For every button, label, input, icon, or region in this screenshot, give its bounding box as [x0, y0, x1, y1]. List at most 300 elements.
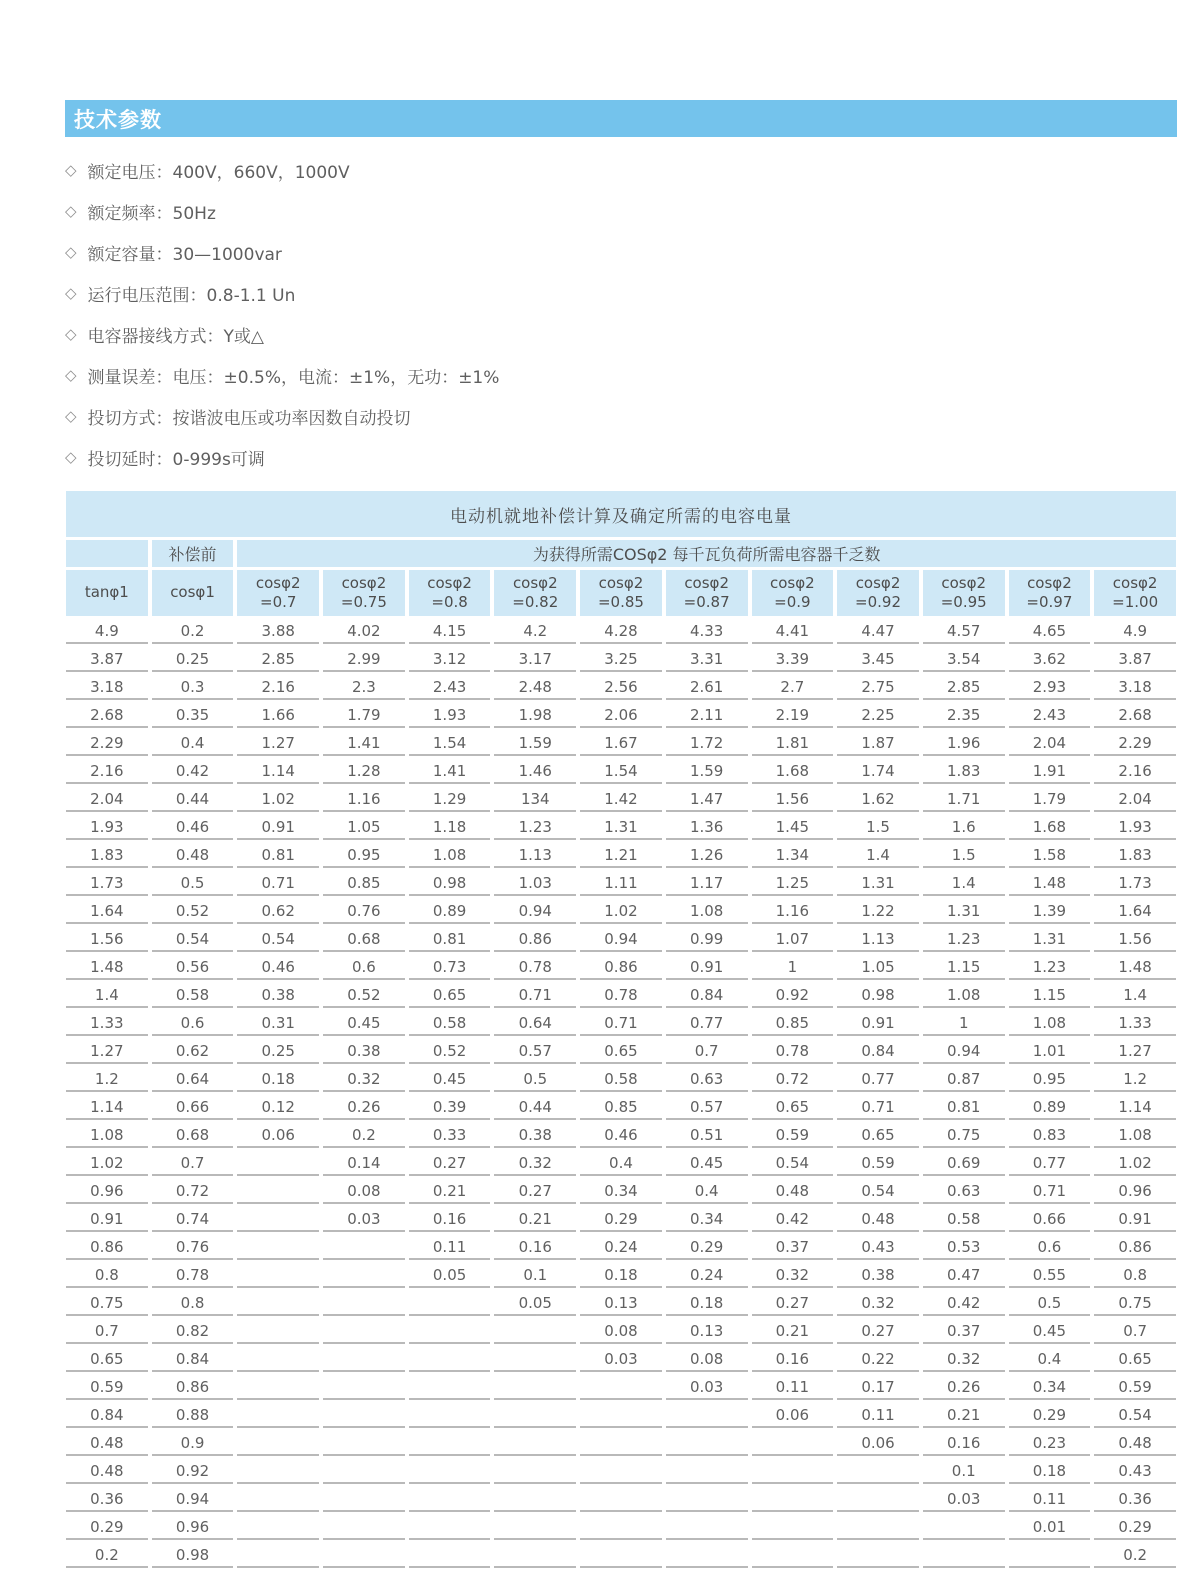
table-cell: 0.85 — [580, 1095, 662, 1120]
table-cell: 1.93 — [66, 815, 148, 840]
table-cell: 0.77 — [837, 1067, 919, 1092]
table-cell: 1.83 — [923, 759, 1005, 784]
table-row — [66, 815, 1176, 840]
table-cell: 2.43 — [1009, 703, 1091, 728]
table-cell: 1.2 — [1094, 1067, 1176, 1092]
diamond-icon: ◇ — [65, 202, 77, 220]
table-cell: 0.1 — [923, 1459, 1005, 1484]
table-cell: 4.15 — [409, 619, 491, 644]
table-cell: 1.87 — [837, 731, 919, 756]
table-row — [66, 1067, 1176, 1092]
table-cell: 1.02 — [237, 787, 319, 812]
table-cell: 1.31 — [837, 871, 919, 896]
table-cell: 1.05 — [323, 815, 405, 840]
table-cell: 0.43 — [1094, 1459, 1176, 1484]
table-cell — [237, 1179, 319, 1204]
table-cell: 2.06 — [580, 703, 662, 728]
table-row — [66, 955, 1176, 980]
table-cell: 0.73 — [409, 955, 491, 980]
table-cell: 2.43 — [409, 675, 491, 700]
table-cell: 1.02 — [1094, 1151, 1176, 1176]
table-cell — [837, 1543, 919, 1568]
table-cell: 0.27 — [837, 1319, 919, 1344]
table-cell: 1.33 — [1094, 1011, 1176, 1036]
table-cell: 0.55 — [1009, 1263, 1091, 1288]
table-cell: 0.71 — [580, 1011, 662, 1036]
table-row — [66, 787, 1176, 812]
column-header: cosφ2 =0.95 — [923, 570, 1005, 616]
table-cell: 1.5 — [837, 815, 919, 840]
table-row — [66, 759, 1176, 784]
table-cell — [237, 1347, 319, 1372]
table-cell: 0.38 — [837, 1263, 919, 1288]
table-cell: 0.54 — [752, 1151, 834, 1176]
table-cell: 0.57 — [494, 1039, 576, 1064]
table-row — [66, 983, 1176, 1008]
table-cell: 0.94 — [152, 1487, 234, 1512]
group-span-label: 为获得所需COSφ2 每千瓦负荷所需电容器千乏数 — [237, 540, 1176, 567]
table-cell: 0.51 — [666, 1123, 748, 1148]
table-cell — [323, 1263, 405, 1288]
table-title: 电动机就地补偿计算及确定所需的电容电量 — [66, 491, 1176, 537]
spec-item — [65, 355, 1065, 396]
table-cell: 0.96 — [152, 1515, 234, 1540]
table-cell: 0.22 — [837, 1347, 919, 1372]
table-cell: 0.03 — [323, 1207, 405, 1232]
table-cell: 1.29 — [409, 787, 491, 812]
spec-text: 额定频率：50Hz — [87, 204, 216, 224]
table-cell: 1.31 — [923, 899, 1005, 924]
table-cell: 0.1 — [494, 1263, 576, 1288]
table-cell — [923, 1543, 1005, 1568]
diamond-icon: ◇ — [65, 407, 77, 425]
table-cell: 0.98 — [409, 871, 491, 896]
table-cell: 1.27 — [66, 1039, 148, 1064]
table-cell: 0.29 — [666, 1235, 748, 1260]
table-cell: 0.6 — [152, 1011, 234, 1036]
table-cell: 0.16 — [409, 1207, 491, 1232]
table-row — [66, 871, 1176, 896]
column-header: cosφ1 — [152, 570, 234, 616]
table-cell — [323, 1375, 405, 1400]
table-row — [66, 731, 1176, 756]
table-cell: 1.56 — [1094, 927, 1176, 952]
table-cell: 1.56 — [752, 787, 834, 812]
table-cell — [752, 1487, 834, 1512]
table-cell: 0.5 — [152, 871, 234, 896]
table-cell: 1.22 — [837, 899, 919, 924]
table-cell: 3.87 — [1094, 647, 1176, 672]
table-cell: 1.17 — [666, 871, 748, 896]
table-cell: 0.86 — [66, 1235, 148, 1260]
table-cell: 0.94 — [923, 1039, 1005, 1064]
table-row — [66, 1263, 1176, 1288]
table-cell: 1.11 — [580, 871, 662, 896]
table-cell: 0.24 — [666, 1263, 748, 1288]
table-cell — [666, 1403, 748, 1428]
table-cell: 3.25 — [580, 647, 662, 672]
table-cell: 1.83 — [66, 843, 148, 868]
table-cell — [409, 1291, 491, 1316]
table-cell — [494, 1431, 576, 1456]
table-cell: 0.18 — [1009, 1459, 1091, 1484]
table-cell: 1.13 — [837, 927, 919, 952]
table-cell — [409, 1543, 491, 1568]
table-cell — [580, 1515, 662, 1540]
table-cell: 0.6 — [323, 955, 405, 980]
table-cell: 0.74 — [152, 1207, 234, 1232]
table-cell: 0.95 — [323, 843, 405, 868]
table-cell: 4.65 — [1009, 619, 1091, 644]
table-cell: 1.27 — [237, 731, 319, 756]
table-row — [66, 1403, 1176, 1428]
table-row — [66, 1347, 1176, 1372]
table-cell: 0.52 — [152, 899, 234, 924]
table-cell: 1.36 — [666, 815, 748, 840]
table-cell: 1.31 — [1009, 927, 1091, 952]
table-cell: 0.65 — [580, 1039, 662, 1064]
section-title: 技术参数 — [74, 107, 162, 132]
table-cell: 1.31 — [580, 815, 662, 840]
table-cell: 0.94 — [580, 927, 662, 952]
table-cell: 0.34 — [666, 1207, 748, 1232]
table-cell: 4.33 — [666, 619, 748, 644]
table-cell: 1.14 — [1094, 1095, 1176, 1120]
table-cell — [237, 1263, 319, 1288]
table-cell: 4.9 — [1094, 619, 1176, 644]
table-cell — [409, 1515, 491, 1540]
table-cell: 1.14 — [237, 759, 319, 784]
table-cell — [666, 1459, 748, 1484]
table-cell: 0.13 — [580, 1291, 662, 1316]
table-cell: 0.66 — [152, 1095, 234, 1120]
table-row — [66, 1515, 1176, 1540]
table-cell: 0.7 — [152, 1151, 234, 1176]
spec-list — [65, 150, 1065, 478]
compensation-table — [62, 488, 1180, 1571]
table-cell: 0.87 — [923, 1067, 1005, 1092]
table-cell: 3.62 — [1009, 647, 1091, 672]
table-cell: 1.16 — [323, 787, 405, 812]
table-cell — [752, 1431, 834, 1456]
table-cell: 0.39 — [409, 1095, 491, 1120]
table-cell: 1.64 — [66, 899, 148, 924]
table-cell: 0.45 — [1009, 1319, 1091, 1344]
table-cell: 1.45 — [752, 815, 834, 840]
table-cell: 1.83 — [1094, 843, 1176, 868]
table-cell: 0.08 — [323, 1179, 405, 1204]
table-cell: 0.21 — [752, 1319, 834, 1344]
table-cell: 0.77 — [666, 1011, 748, 1036]
table-cell — [323, 1347, 405, 1372]
table-cell: 4.28 — [580, 619, 662, 644]
table-cell: 3.12 — [409, 647, 491, 672]
table-cell: 0.05 — [409, 1263, 491, 1288]
table-cell: 0.78 — [752, 1039, 834, 1064]
table-cell: 0.45 — [666, 1151, 748, 1176]
table-cell: 1.93 — [1094, 815, 1176, 840]
table-cell: 0.2 — [1094, 1543, 1176, 1568]
table-cell: 1.13 — [494, 843, 576, 868]
group-empty-cell — [66, 540, 148, 567]
table-cell: 1.41 — [409, 759, 491, 784]
group-pre-compensation: 补偿前 — [152, 540, 234, 567]
table-cell — [752, 1515, 834, 1540]
table-cell: 0.9 — [152, 1431, 234, 1456]
table-cell: 0.77 — [1009, 1151, 1091, 1176]
table-cell — [409, 1459, 491, 1484]
table-cell: 0.48 — [1094, 1431, 1176, 1456]
table-cell: 0.78 — [494, 955, 576, 980]
table-cell: 0.16 — [752, 1347, 834, 1372]
table-cell: 2.16 — [66, 759, 148, 784]
table-cell — [580, 1543, 662, 1568]
table-cell: 0.8 — [1094, 1263, 1176, 1288]
table-cell: 0.25 — [152, 647, 234, 672]
table-cell: 0.17 — [837, 1375, 919, 1400]
table-cell — [323, 1235, 405, 1260]
table-cell: 0.83 — [1009, 1123, 1091, 1148]
diamond-icon: ◇ — [65, 284, 77, 302]
table-cell: 1.54 — [580, 759, 662, 784]
diamond-icon: ◇ — [65, 325, 77, 343]
column-header: cosφ2 =0.75 — [323, 570, 405, 616]
table-row — [66, 1095, 1176, 1120]
table-cell: 0.42 — [923, 1291, 1005, 1316]
table-cell: 0.91 — [66, 1207, 148, 1232]
column-header: cosφ2 =0.7 — [237, 570, 319, 616]
table-cell: 1 — [752, 955, 834, 980]
table-cell: 0.38 — [323, 1039, 405, 1064]
table-cell: 0.54 — [1094, 1403, 1176, 1428]
table-cell: 2.61 — [666, 675, 748, 700]
table-cell: 0.03 — [666, 1375, 748, 1400]
table-cell: 0.44 — [494, 1095, 576, 1120]
table-cell: 0.32 — [494, 1151, 576, 1176]
table-cell: 0.63 — [923, 1179, 1005, 1204]
table-cell: 1.74 — [837, 759, 919, 784]
spec-text: 电容器接线方式：Y或△ — [87, 327, 265, 347]
table-cell: 0.86 — [580, 955, 662, 980]
table-cell: 0.2 — [323, 1123, 405, 1148]
table-cell: 1.66 — [237, 703, 319, 728]
table-cell: 0.98 — [837, 983, 919, 1008]
table-cell: 3.88 — [237, 619, 319, 644]
table-cell — [666, 1431, 748, 1456]
table-row — [66, 1431, 1176, 1456]
table-cell: 0.34 — [1009, 1375, 1091, 1400]
table-cell — [237, 1291, 319, 1316]
table-cell: 1.14 — [66, 1095, 148, 1120]
table-cell: 0.69 — [923, 1151, 1005, 1176]
table-cell: 0.48 — [752, 1179, 834, 1204]
table-cell: 0.8 — [66, 1263, 148, 1288]
table-cell: 1.08 — [923, 983, 1005, 1008]
table-cell: 0.27 — [494, 1179, 576, 1204]
table-cell — [494, 1403, 576, 1428]
table-cell: 1.34 — [752, 843, 834, 868]
table-cell: 2.85 — [237, 647, 319, 672]
table-cell: 4.57 — [923, 619, 1005, 644]
table-cell — [580, 1487, 662, 1512]
spec-text: 投切延时：0-999s可调 — [87, 450, 265, 470]
table-cell — [323, 1459, 405, 1484]
table-cell: 0.71 — [837, 1095, 919, 1120]
table-cell: 0.64 — [152, 1067, 234, 1092]
table-cell: 0.65 — [1094, 1347, 1176, 1372]
table-row — [66, 703, 1176, 728]
table-cell: 0.27 — [752, 1291, 834, 1316]
table-cell: 2.7 — [752, 675, 834, 700]
table-cell: 1.56 — [66, 927, 148, 952]
table-cell: 0.62 — [152, 1039, 234, 1064]
table-cell: 1.27 — [1094, 1039, 1176, 1064]
table-cell: 0.81 — [409, 927, 491, 952]
table-cell: 0.26 — [323, 1095, 405, 1120]
table-cell — [237, 1235, 319, 1260]
table-cell: 0.4 — [1009, 1347, 1091, 1372]
table-cell: 4.2 — [494, 619, 576, 644]
table-row — [66, 1543, 1176, 1568]
table-cell: 0.11 — [1009, 1487, 1091, 1512]
table-cell: 0.75 — [66, 1291, 148, 1316]
table-cell: 1.46 — [494, 759, 576, 784]
table-cell: 0.11 — [837, 1403, 919, 1428]
table-cell: 1.33 — [66, 1011, 148, 1036]
table-row — [66, 1179, 1176, 1204]
table-cell: 2.99 — [323, 647, 405, 672]
table-cell: 0.29 — [66, 1515, 148, 1540]
table-cell: 0.27 — [409, 1151, 491, 1176]
table-cell — [237, 1319, 319, 1344]
table-cell: 0.59 — [66, 1375, 148, 1400]
table-cell — [837, 1515, 919, 1540]
table-cell: 0.18 — [580, 1263, 662, 1288]
table-cell: 0.25 — [237, 1039, 319, 1064]
table-cell: 0.91 — [1094, 1207, 1176, 1232]
table-cell: 0.58 — [580, 1067, 662, 1092]
table-cell: 1.02 — [580, 899, 662, 924]
table-cell: 0.96 — [1094, 1179, 1176, 1204]
table-cell: 0.57 — [666, 1095, 748, 1120]
table-cell: 1.4 — [837, 843, 919, 868]
table-cell: 0.08 — [666, 1347, 748, 1372]
table-cell: 0.24 — [580, 1235, 662, 1260]
table-cell: 1.23 — [494, 815, 576, 840]
spec-text: 额定容量：30—1000var — [87, 245, 282, 265]
table-cell: 0.29 — [1094, 1515, 1176, 1540]
table-cell: 0.06 — [237, 1123, 319, 1148]
table-row — [66, 1291, 1176, 1316]
column-header: tanφ1 — [66, 570, 148, 616]
table-cell: 1.21 — [580, 843, 662, 868]
spec-item — [65, 273, 1065, 314]
table-cell: 0.4 — [666, 1179, 748, 1204]
table-cell: 3.54 — [923, 647, 1005, 672]
table-cell: 0.86 — [152, 1375, 234, 1400]
table-cell: 0.58 — [409, 1011, 491, 1036]
spec-item — [65, 396, 1065, 437]
table-cell: 1.18 — [409, 815, 491, 840]
table-cell: 0.26 — [923, 1375, 1005, 1400]
table-cell: 0.54 — [152, 927, 234, 952]
table-cell: 4.47 — [837, 619, 919, 644]
table-group-row — [66, 540, 1176, 567]
table-row — [66, 619, 1176, 644]
table-cell: 1.48 — [1094, 955, 1176, 980]
table-cell: 1.72 — [666, 731, 748, 756]
table-cell: 0.78 — [580, 983, 662, 1008]
table-cell: 0.84 — [152, 1347, 234, 1372]
table-cell: 1.16 — [752, 899, 834, 924]
table-cell: 1.02 — [66, 1151, 148, 1176]
table-cell — [323, 1515, 405, 1540]
table-cell: 0.71 — [1009, 1179, 1091, 1204]
table-cell: 0.71 — [237, 871, 319, 896]
table-cell: 3.18 — [1094, 675, 1176, 700]
table-cell: 1.98 — [494, 703, 576, 728]
table-cell: 0.36 — [66, 1487, 148, 1512]
table-cell: 1.05 — [837, 955, 919, 980]
table-cell: 0.21 — [409, 1179, 491, 1204]
table-cell: 0.37 — [752, 1235, 834, 1260]
table-cell — [494, 1515, 576, 1540]
table-cell: 1.59 — [494, 731, 576, 756]
table-cell: 0.21 — [923, 1403, 1005, 1428]
spec-text: 测量误差：电压：±0.5%，电流：±1%，无功：±1% — [87, 368, 500, 388]
table-cell: 0.42 — [752, 1207, 834, 1232]
table-cell: 1.2 — [66, 1067, 148, 1092]
table-cell: 1.47 — [666, 787, 748, 812]
table-cell: 0.42 — [152, 759, 234, 784]
table-cell: 1.71 — [923, 787, 1005, 812]
table-cell — [666, 1515, 748, 1540]
table-cell: 0.11 — [752, 1375, 834, 1400]
table-cell: 0.18 — [666, 1291, 748, 1316]
table-cell: 0.75 — [1094, 1291, 1176, 1316]
table-cell: 0.35 — [152, 703, 234, 728]
table-row — [66, 843, 1176, 868]
table-cell: 0.7 — [1094, 1319, 1176, 1344]
table-cell — [923, 1515, 1005, 1540]
table-cell: 0.11 — [409, 1235, 491, 1260]
table-cell: 0.06 — [752, 1403, 834, 1428]
table-cell: 0.72 — [752, 1067, 834, 1092]
table-cell: 1.08 — [666, 899, 748, 924]
table-cell: 2.48 — [494, 675, 576, 700]
table-cell: 3.31 — [666, 647, 748, 672]
table-cell: 0.08 — [580, 1319, 662, 1344]
table-cell: 0.29 — [580, 1207, 662, 1232]
table-cell: 0.85 — [752, 1011, 834, 1036]
spec-item — [65, 437, 1065, 478]
table-cell: 0.63 — [666, 1067, 748, 1092]
table-cell: 1.81 — [752, 731, 834, 756]
column-header: cosφ2 =1.00 — [1094, 570, 1176, 616]
table-cell: 0.32 — [923, 1347, 1005, 1372]
table-cell — [666, 1487, 748, 1512]
table-cell: 0.84 — [837, 1039, 919, 1064]
table-cell: 1.54 — [409, 731, 491, 756]
table-cell: 0.98 — [152, 1543, 234, 1568]
table-cell: 0.48 — [837, 1207, 919, 1232]
table-cell: 0.13 — [666, 1319, 748, 1344]
column-header: cosφ2 =0.87 — [666, 570, 748, 616]
table-cell — [580, 1431, 662, 1456]
table-cell — [237, 1151, 319, 1176]
table-cell: 0.68 — [323, 927, 405, 952]
table-cell: 0.4 — [580, 1151, 662, 1176]
